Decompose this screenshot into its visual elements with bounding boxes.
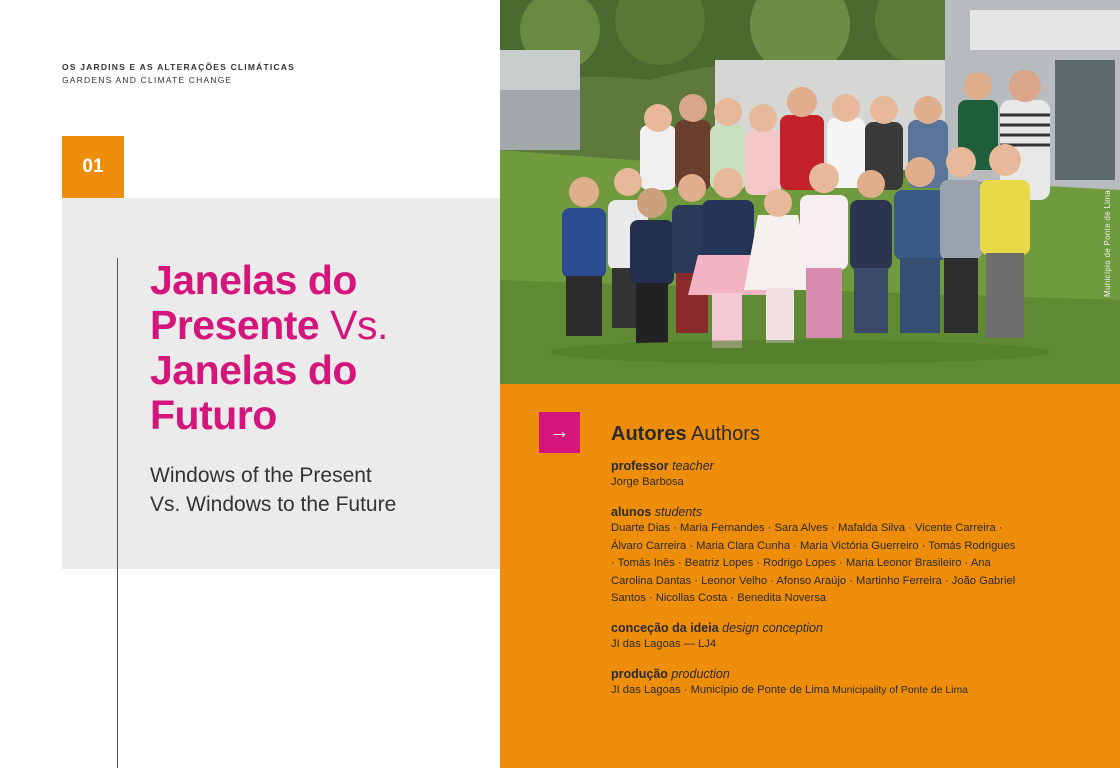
teacher-label-en: teacher	[672, 459, 714, 473]
vertical-divider	[117, 258, 118, 768]
title-line-4: Futuro	[150, 392, 277, 439]
teacher-label	[611, 458, 1061, 474]
students-line: Santos · Nicollas Costa · Benedita Noversa	[611, 592, 827, 605]
section-title-en: GARDENS AND CLIMATE CHANGE	[62, 75, 233, 85]
students-label-pt: alunos	[611, 504, 655, 519]
students-label	[611, 504, 1061, 520]
students-section	[611, 504, 1061, 608]
production-label	[611, 666, 1061, 682]
production-value	[611, 682, 1061, 700]
page-title	[150, 258, 388, 438]
production-value-en: Municipality of Ponte de Lima	[829, 685, 968, 697]
subtitle-line-1: Windows of the Present	[150, 464, 372, 487]
students-line: · Tomás Inês · Beatriz Lopes · Rodrigo Lopes · Maria Leonor Brasileiro · Ana	[611, 557, 991, 570]
group-photo-illustration	[500, 0, 1120, 384]
conception-label-en: design conception	[722, 620, 823, 635]
photo-credit: Município de Ponte de Lima	[1103, 190, 1112, 297]
students-line: Carolina Dantas · Leonor Velho · Afonso Araújo · Martinho Ferreira · João Gabriel	[611, 574, 1016, 587]
page-subtitle	[150, 461, 530, 520]
students-line: Duarte Dias · Maria Fernandes · Sara Alves · Mafalda Silva · Vicente Carreira ·	[611, 522, 1003, 535]
subtitle-line-2: Vs. Windows to the Future	[150, 493, 397, 517]
teacher-label-pt: professor	[611, 459, 673, 473]
conception-label	[611, 620, 1061, 636]
teacher-section	[611, 458, 1061, 492]
authors-heading	[611, 422, 1061, 446]
arrow-right-icon: →	[539, 412, 580, 453]
students-line: Álvaro Carreira · Maria Clara Cunha · Maria Victória Guerreiro · Tomás Rodrigues	[611, 539, 1016, 552]
production-section	[611, 666, 1061, 700]
authors-heading-pt: Autores	[611, 423, 687, 445]
group-photo	[500, 0, 1120, 384]
title-line-1: Janelas do	[150, 257, 357, 303]
production-value-pt: JI das Lagoas · Município de Ponte de Lima	[611, 684, 830, 697]
title-line-3: Janelas do	[150, 347, 357, 394]
title-vs: Vs.	[319, 302, 388, 349]
production-label-en: production	[671, 666, 730, 681]
title-line-2: Presente	[150, 302, 320, 349]
production-label-pt: produção	[611, 666, 672, 681]
teacher-name: Jorge Barbosa	[611, 476, 684, 489]
authors-section	[611, 422, 1061, 712]
section-title-pt: OS JARDINS E AS ALTERAÇÕES CLIMÁTICAS	[62, 62, 295, 72]
students-label-en: students	[654, 504, 703, 519]
students-list	[611, 520, 1061, 608]
section-header	[62, 62, 295, 85]
article-number-badge: 01	[62, 136, 124, 198]
authors-heading-en: Authors	[686, 423, 760, 445]
conception-label-pt: conceção da ideia	[611, 620, 723, 635]
conception-section	[611, 620, 1061, 654]
conception-value: JI das Lagoas — LJ4	[611, 638, 717, 651]
